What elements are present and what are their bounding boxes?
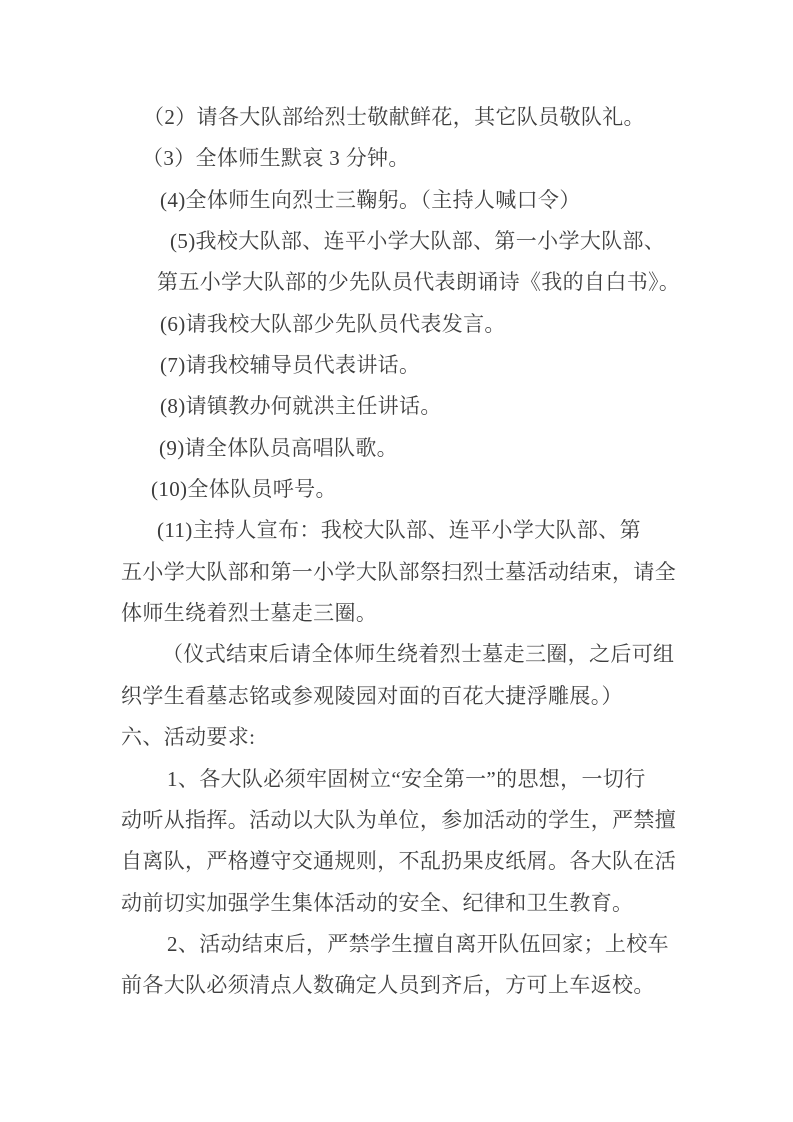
text-line: 第五小学大队部的少先队员代表朗诵诗《我的自白书》。 bbox=[157, 270, 681, 295]
text-line: 自离队，严格遵守交通规则，不乱扔果皮纸屑。各大队在活 bbox=[121, 849, 677, 874]
text-line: 六、活动要求: bbox=[121, 725, 256, 750]
text-line: 前各大队必须清点人数确定人员到齐后，方可上车返校。 bbox=[121, 973, 655, 998]
text-line: 2、活动结束后，严禁学生擅自离开队伍回家；上校车 bbox=[167, 931, 669, 956]
text-line: 动前切实加强学生集体活动的安全、纪律和卫生教育。 bbox=[121, 890, 634, 915]
text-line: （仪式结束后请全体师生绕着烈士墓走三圈，之后可组 bbox=[162, 642, 675, 667]
text-line: (7)请我校辅导员代表讲话。 bbox=[160, 353, 421, 378]
text-line: 织学生看墓志铭或参观陵园对面的百花大捷浮雕展。） bbox=[121, 683, 623, 708]
text-line: (8)请镇教办何就洪主任讲话。 bbox=[160, 394, 442, 419]
text-line: (9)请全体队员高唱队歌。 bbox=[159, 435, 399, 460]
text-line: (5)我校大队部、连平小学大队部、第一小学大队部、 bbox=[170, 229, 666, 254]
text-line: 体师生绕着烈士墓走三圈。 bbox=[121, 601, 378, 626]
text-line: 动听从指挥。活动以大队为单位，参加活动的学生，严禁擅 bbox=[121, 807, 677, 832]
text-line: (6)请我校大队部少先队员代表发言。 bbox=[160, 311, 506, 336]
document-text-block bbox=[121, 97, 681, 1007]
text-line: (4)全体师生向烈士三鞠躬。（主持人喊口令） bbox=[160, 187, 581, 212]
text-line: (10)全体队员呼号。 bbox=[151, 477, 337, 502]
text-line: （3）全体师生默哀 3 分钟。 bbox=[142, 146, 410, 171]
text-line: (11)主持人宣布：我校大队部、连平小学大队部、第 bbox=[157, 518, 641, 543]
text-line: 五小学大队部和第一小学大队部祭扫烈士墓活动结束，请全 bbox=[121, 559, 677, 584]
text-line: （2）请各大队部给烈士敬献鲜花，其它队员敬队礼。 bbox=[143, 105, 645, 129]
text-line: 1、各大队必须牢固树立“安全第一”的思想，一切行 bbox=[167, 766, 646, 791]
